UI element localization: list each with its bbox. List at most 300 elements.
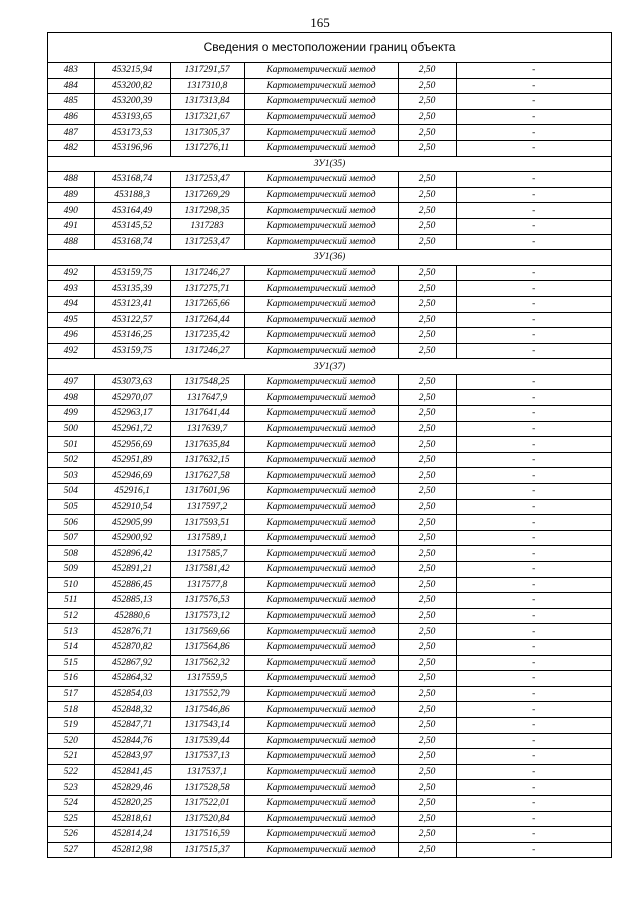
note-cell: - bbox=[456, 671, 611, 687]
x-coordinate-cell: 452891,21 bbox=[94, 562, 170, 578]
accuracy-cell: 2,50 bbox=[398, 218, 456, 234]
table-row bbox=[48, 702, 611, 718]
y-coordinate-cell: 1317235,42 bbox=[170, 328, 244, 344]
section-header-row bbox=[48, 359, 611, 375]
y-coordinate-cell: 1317265,66 bbox=[170, 296, 244, 312]
accuracy-cell: 2,50 bbox=[398, 109, 456, 125]
note-cell: - bbox=[456, 172, 611, 188]
accuracy-cell: 2,50 bbox=[398, 468, 456, 484]
table-row bbox=[48, 390, 611, 406]
y-coordinate-cell: 1317641,44 bbox=[170, 406, 244, 422]
point-number-cell: 522 bbox=[48, 764, 94, 780]
x-coordinate-cell: 452843,97 bbox=[94, 749, 170, 765]
method-cell: Картометрический метод bbox=[244, 218, 398, 234]
table-row bbox=[48, 452, 611, 468]
point-number-cell: 516 bbox=[48, 671, 94, 687]
x-coordinate-cell: 453168,74 bbox=[94, 234, 170, 250]
x-coordinate-cell: 453145,52 bbox=[94, 218, 170, 234]
method-cell: Картометрический метод bbox=[244, 374, 398, 390]
table-row bbox=[48, 234, 611, 250]
table-row bbox=[48, 140, 611, 156]
note-cell: - bbox=[456, 795, 611, 811]
table-row bbox=[48, 218, 611, 234]
point-number-cell: 485 bbox=[48, 94, 94, 110]
table-row bbox=[48, 811, 611, 827]
accuracy-cell: 2,50 bbox=[398, 795, 456, 811]
point-number-cell: 497 bbox=[48, 374, 94, 390]
point-number-cell: 525 bbox=[48, 811, 94, 827]
table-row bbox=[48, 109, 611, 125]
accuracy-cell: 2,50 bbox=[398, 203, 456, 219]
y-coordinate-cell: 1317577,8 bbox=[170, 577, 244, 593]
table-row bbox=[48, 655, 611, 671]
x-coordinate-cell: 452847,71 bbox=[94, 717, 170, 733]
method-cell: Картометрический метод bbox=[244, 764, 398, 780]
note-cell: - bbox=[456, 577, 611, 593]
method-cell: Картометрический метод bbox=[244, 546, 398, 562]
section-header-row bbox=[48, 250, 611, 266]
point-number-cell: 483 bbox=[48, 63, 94, 78]
x-coordinate-cell: 453159,75 bbox=[94, 343, 170, 359]
note-cell: - bbox=[456, 655, 611, 671]
y-coordinate-cell: 1317298,35 bbox=[170, 203, 244, 219]
method-cell: Картометрический метод bbox=[244, 421, 398, 437]
point-number-cell: 493 bbox=[48, 281, 94, 297]
x-coordinate-cell: 453135,39 bbox=[94, 281, 170, 297]
x-coordinate-cell: 452970,07 bbox=[94, 390, 170, 406]
point-number-cell: 512 bbox=[48, 608, 94, 624]
table-row bbox=[48, 328, 611, 344]
table-row bbox=[48, 343, 611, 359]
y-coordinate-cell: 1317305,37 bbox=[170, 125, 244, 141]
note-cell: - bbox=[456, 484, 611, 500]
accuracy-cell: 2,50 bbox=[398, 515, 456, 531]
note-cell: - bbox=[456, 842, 611, 857]
point-number-cell: 517 bbox=[48, 686, 94, 702]
section-label: ЗУ1(37) bbox=[48, 359, 611, 375]
y-coordinate-cell: 1317253,47 bbox=[170, 172, 244, 188]
method-cell: Картометрический метод bbox=[244, 795, 398, 811]
point-number-cell: 507 bbox=[48, 530, 94, 546]
y-coordinate-cell: 1317276,11 bbox=[170, 140, 244, 156]
note-cell: - bbox=[456, 593, 611, 609]
note-cell: - bbox=[456, 78, 611, 94]
note-cell: - bbox=[456, 717, 611, 733]
note-cell: - bbox=[456, 811, 611, 827]
point-number-cell: 486 bbox=[48, 109, 94, 125]
table-row bbox=[48, 187, 611, 203]
table-row bbox=[48, 515, 611, 531]
table-row bbox=[48, 499, 611, 515]
accuracy-cell: 2,50 bbox=[398, 234, 456, 250]
x-coordinate-cell: 452844,76 bbox=[94, 733, 170, 749]
accuracy-cell: 2,50 bbox=[398, 577, 456, 593]
x-coordinate-cell: 452886,45 bbox=[94, 577, 170, 593]
x-coordinate-cell: 452961,72 bbox=[94, 421, 170, 437]
point-number-cell: 496 bbox=[48, 328, 94, 344]
table-row bbox=[48, 437, 611, 453]
y-coordinate-cell: 1317593,51 bbox=[170, 515, 244, 531]
method-cell: Картометрический метод bbox=[244, 530, 398, 546]
page-number: 165 bbox=[310, 15, 330, 30]
note-cell: - bbox=[456, 234, 611, 250]
x-coordinate-cell: 453164,49 bbox=[94, 203, 170, 219]
y-coordinate-cell: 1317543,14 bbox=[170, 717, 244, 733]
method-cell: Картометрический метод bbox=[244, 187, 398, 203]
method-cell: Картометрический метод bbox=[244, 343, 398, 359]
point-number-cell: 501 bbox=[48, 437, 94, 453]
section-label: ЗУ1(36) bbox=[48, 250, 611, 266]
note-cell: - bbox=[456, 702, 611, 718]
table-row bbox=[48, 577, 611, 593]
y-coordinate-cell: 1317559,5 bbox=[170, 671, 244, 687]
note-cell: - bbox=[456, 437, 611, 453]
accuracy-cell: 2,50 bbox=[398, 546, 456, 562]
table-row bbox=[48, 593, 611, 609]
x-coordinate-cell: 452963,17 bbox=[94, 406, 170, 422]
table-row bbox=[48, 265, 611, 281]
accuracy-cell: 2,50 bbox=[398, 702, 456, 718]
point-number-cell: 492 bbox=[48, 265, 94, 281]
point-number-cell: 498 bbox=[48, 390, 94, 406]
table-row bbox=[48, 296, 611, 312]
y-coordinate-cell: 1317597,2 bbox=[170, 499, 244, 515]
y-coordinate-cell: 1317539,44 bbox=[170, 733, 244, 749]
table-row bbox=[48, 827, 611, 843]
accuracy-cell: 2,50 bbox=[398, 842, 456, 857]
accuracy-cell: 2,50 bbox=[398, 406, 456, 422]
y-coordinate-cell: 1317569,66 bbox=[170, 624, 244, 640]
accuracy-cell: 2,50 bbox=[398, 499, 456, 515]
method-cell: Картометрический метод bbox=[244, 203, 398, 219]
accuracy-cell: 2,50 bbox=[398, 593, 456, 609]
accuracy-cell: 2,50 bbox=[398, 78, 456, 94]
point-number-cell: 492 bbox=[48, 343, 94, 359]
accuracy-cell: 2,50 bbox=[398, 172, 456, 188]
method-cell: Картометрический метод bbox=[244, 281, 398, 297]
x-coordinate-cell: 453146,25 bbox=[94, 328, 170, 344]
x-coordinate-cell: 453193,65 bbox=[94, 109, 170, 125]
point-number-cell: 506 bbox=[48, 515, 94, 531]
y-coordinate-cell: 1317581,42 bbox=[170, 562, 244, 578]
point-number-cell: 513 bbox=[48, 624, 94, 640]
point-number-cell: 502 bbox=[48, 452, 94, 468]
note-cell: - bbox=[456, 686, 611, 702]
note-cell: - bbox=[456, 546, 611, 562]
y-coordinate-cell: 1317515,37 bbox=[170, 842, 244, 857]
accuracy-cell: 2,50 bbox=[398, 764, 456, 780]
coordinates-table-body bbox=[48, 63, 611, 857]
note-cell: - bbox=[456, 63, 611, 78]
y-coordinate-cell: 1317522,01 bbox=[170, 795, 244, 811]
table-row bbox=[48, 63, 611, 78]
note-cell: - bbox=[456, 499, 611, 515]
method-cell: Картометрический метод bbox=[244, 811, 398, 827]
method-cell: Картометрический метод bbox=[244, 515, 398, 531]
method-cell: Картометрический метод bbox=[244, 468, 398, 484]
method-cell: Картометрический метод bbox=[244, 94, 398, 110]
x-coordinate-cell: 452829,46 bbox=[94, 780, 170, 796]
point-number-cell: 500 bbox=[48, 421, 94, 437]
note-cell: - bbox=[456, 125, 611, 141]
point-number-cell: 489 bbox=[48, 187, 94, 203]
table-row bbox=[48, 406, 611, 422]
accuracy-cell: 2,50 bbox=[398, 265, 456, 281]
point-number-cell: 511 bbox=[48, 593, 94, 609]
table-row bbox=[48, 608, 611, 624]
note-cell: - bbox=[456, 390, 611, 406]
x-coordinate-cell: 452956,69 bbox=[94, 437, 170, 453]
method-cell: Картометрический метод bbox=[244, 780, 398, 796]
x-coordinate-cell: 452916,1 bbox=[94, 484, 170, 500]
point-number-cell: 520 bbox=[48, 733, 94, 749]
note-cell: - bbox=[456, 421, 611, 437]
accuracy-cell: 2,50 bbox=[398, 717, 456, 733]
note-cell: - bbox=[456, 639, 611, 655]
section-header-row bbox=[48, 156, 611, 172]
table-row bbox=[48, 94, 611, 110]
method-cell: Картометрический метод bbox=[244, 125, 398, 141]
accuracy-cell: 2,50 bbox=[398, 125, 456, 141]
note-cell: - bbox=[456, 218, 611, 234]
note-cell: - bbox=[456, 468, 611, 484]
accuracy-cell: 2,50 bbox=[398, 811, 456, 827]
y-coordinate-cell: 1317548,25 bbox=[170, 374, 244, 390]
note-cell: - bbox=[456, 265, 611, 281]
method-cell: Картометрический метод bbox=[244, 109, 398, 125]
point-number-cell: 490 bbox=[48, 203, 94, 219]
table-row bbox=[48, 484, 611, 500]
point-number-cell: 509 bbox=[48, 562, 94, 578]
method-cell: Картометрический метод bbox=[244, 390, 398, 406]
accuracy-cell: 2,50 bbox=[398, 452, 456, 468]
y-coordinate-cell: 1317528,58 bbox=[170, 780, 244, 796]
accuracy-cell: 2,50 bbox=[398, 655, 456, 671]
table-row bbox=[48, 172, 611, 188]
point-number-cell: 494 bbox=[48, 296, 94, 312]
table-row bbox=[48, 764, 611, 780]
method-cell: Картометрический метод bbox=[244, 63, 398, 78]
method-cell: Картометрический метод bbox=[244, 842, 398, 857]
point-number-cell: 508 bbox=[48, 546, 94, 562]
y-coordinate-cell: 1317313,84 bbox=[170, 94, 244, 110]
y-coordinate-cell: 1317585,7 bbox=[170, 546, 244, 562]
accuracy-cell: 2,50 bbox=[398, 328, 456, 344]
y-coordinate-cell: 1317647,9 bbox=[170, 390, 244, 406]
coordinates-table bbox=[48, 63, 611, 857]
table-row bbox=[48, 374, 611, 390]
x-coordinate-cell: 453122,57 bbox=[94, 312, 170, 328]
note-cell: - bbox=[456, 312, 611, 328]
point-number-cell: 487 bbox=[48, 125, 94, 141]
boundary-table-sheet bbox=[47, 32, 612, 858]
accuracy-cell: 2,50 bbox=[398, 296, 456, 312]
x-coordinate-cell: 452876,71 bbox=[94, 624, 170, 640]
point-number-cell: 505 bbox=[48, 499, 94, 515]
note-cell: - bbox=[456, 608, 611, 624]
method-cell: Картометрический метод bbox=[244, 265, 398, 281]
table-row bbox=[48, 795, 611, 811]
method-cell: Картометрический метод bbox=[244, 749, 398, 765]
method-cell: Картометрический метод bbox=[244, 577, 398, 593]
accuracy-cell: 2,50 bbox=[398, 639, 456, 655]
method-cell: Картометрический метод bbox=[244, 686, 398, 702]
x-coordinate-cell: 452896,42 bbox=[94, 546, 170, 562]
x-coordinate-cell: 452905,99 bbox=[94, 515, 170, 531]
method-cell: Картометрический метод bbox=[244, 140, 398, 156]
accuracy-cell: 2,50 bbox=[398, 187, 456, 203]
table-row bbox=[48, 749, 611, 765]
table-row bbox=[48, 530, 611, 546]
point-number-cell: 510 bbox=[48, 577, 94, 593]
table-row bbox=[48, 78, 611, 94]
table-row bbox=[48, 624, 611, 640]
x-coordinate-cell: 452951,89 bbox=[94, 452, 170, 468]
note-cell: - bbox=[456, 749, 611, 765]
method-cell: Картометрический метод bbox=[244, 328, 398, 344]
accuracy-cell: 2,50 bbox=[398, 780, 456, 796]
method-cell: Картометрический метод bbox=[244, 406, 398, 422]
method-cell: Картометрический метод bbox=[244, 296, 398, 312]
note-cell: - bbox=[456, 764, 611, 780]
method-cell: Картометрический метод bbox=[244, 639, 398, 655]
y-coordinate-cell: 1317537,1 bbox=[170, 764, 244, 780]
x-coordinate-cell: 452910,54 bbox=[94, 499, 170, 515]
method-cell: Картометрический метод bbox=[244, 624, 398, 640]
note-cell: - bbox=[456, 624, 611, 640]
x-coordinate-cell: 452812,98 bbox=[94, 842, 170, 857]
note-cell: - bbox=[456, 281, 611, 297]
table-row bbox=[48, 671, 611, 687]
note-cell: - bbox=[456, 515, 611, 531]
note-cell: - bbox=[456, 343, 611, 359]
method-cell: Картометрический метод bbox=[244, 78, 398, 94]
y-coordinate-cell: 1317639,7 bbox=[170, 421, 244, 437]
x-coordinate-cell: 452841,45 bbox=[94, 764, 170, 780]
accuracy-cell: 2,50 bbox=[398, 671, 456, 687]
method-cell: Картометрический метод bbox=[244, 312, 398, 328]
accuracy-cell: 2,50 bbox=[398, 94, 456, 110]
x-coordinate-cell: 452867,92 bbox=[94, 655, 170, 671]
x-coordinate-cell: 453200,39 bbox=[94, 94, 170, 110]
note-cell: - bbox=[456, 562, 611, 578]
note-cell: - bbox=[456, 187, 611, 203]
accuracy-cell: 2,50 bbox=[398, 827, 456, 843]
method-cell: Картометрический метод bbox=[244, 234, 398, 250]
point-number-cell: 524 bbox=[48, 795, 94, 811]
method-cell: Картометрический метод bbox=[244, 827, 398, 843]
table-row bbox=[48, 203, 611, 219]
table-row bbox=[48, 468, 611, 484]
y-coordinate-cell: 1317589,1 bbox=[170, 530, 244, 546]
x-coordinate-cell: 453123,41 bbox=[94, 296, 170, 312]
x-coordinate-cell: 452885,13 bbox=[94, 593, 170, 609]
accuracy-cell: 2,50 bbox=[398, 624, 456, 640]
accuracy-cell: 2,50 bbox=[398, 686, 456, 702]
note-cell: - bbox=[456, 827, 611, 843]
y-coordinate-cell: 1317562,32 bbox=[170, 655, 244, 671]
method-cell: Картометрический метод bbox=[244, 593, 398, 609]
x-coordinate-cell: 453168,74 bbox=[94, 172, 170, 188]
method-cell: Картометрический метод bbox=[244, 172, 398, 188]
y-coordinate-cell: 1317632,15 bbox=[170, 452, 244, 468]
accuracy-cell: 2,50 bbox=[398, 562, 456, 578]
accuracy-cell: 2,50 bbox=[398, 390, 456, 406]
accuracy-cell: 2,50 bbox=[398, 374, 456, 390]
accuracy-cell: 2,50 bbox=[398, 530, 456, 546]
x-coordinate-cell: 452864,32 bbox=[94, 671, 170, 687]
table-row bbox=[48, 686, 611, 702]
y-coordinate-cell: 1317310,8 bbox=[170, 78, 244, 94]
x-coordinate-cell: 453188,3 bbox=[94, 187, 170, 203]
y-coordinate-cell: 1317537,13 bbox=[170, 749, 244, 765]
x-coordinate-cell: 453215,94 bbox=[94, 63, 170, 78]
y-coordinate-cell: 1317264,44 bbox=[170, 312, 244, 328]
x-coordinate-cell: 452848,32 bbox=[94, 702, 170, 718]
y-coordinate-cell: 1317546,86 bbox=[170, 702, 244, 718]
method-cell: Картометрический метод bbox=[244, 499, 398, 515]
x-coordinate-cell: 452818,61 bbox=[94, 811, 170, 827]
table-row bbox=[48, 125, 611, 141]
point-number-cell: 482 bbox=[48, 140, 94, 156]
table-row bbox=[48, 281, 611, 297]
point-number-cell: 514 bbox=[48, 639, 94, 655]
accuracy-cell: 2,50 bbox=[398, 437, 456, 453]
point-number-cell: 521 bbox=[48, 749, 94, 765]
point-number-cell: 519 bbox=[48, 717, 94, 733]
y-coordinate-cell: 1317552,79 bbox=[170, 686, 244, 702]
note-cell: - bbox=[456, 328, 611, 344]
table-row bbox=[48, 842, 611, 857]
table-row bbox=[48, 546, 611, 562]
note-cell: - bbox=[456, 296, 611, 312]
accuracy-cell: 2,50 bbox=[398, 281, 456, 297]
y-coordinate-cell: 1317627,58 bbox=[170, 468, 244, 484]
table-row bbox=[48, 639, 611, 655]
note-cell: - bbox=[456, 140, 611, 156]
method-cell: Картометрический метод bbox=[244, 562, 398, 578]
note-cell: - bbox=[456, 780, 611, 796]
x-coordinate-cell: 452870,82 bbox=[94, 639, 170, 655]
y-coordinate-cell: 1317520,84 bbox=[170, 811, 244, 827]
table-row bbox=[48, 312, 611, 328]
accuracy-cell: 2,50 bbox=[398, 312, 456, 328]
method-cell: Картометрический метод bbox=[244, 608, 398, 624]
table-title: Сведения о местоположении границ объекта bbox=[48, 33, 611, 63]
x-coordinate-cell: 452820,25 bbox=[94, 795, 170, 811]
x-coordinate-cell: 452854,03 bbox=[94, 686, 170, 702]
point-number-cell: 523 bbox=[48, 780, 94, 796]
accuracy-cell: 2,50 bbox=[398, 749, 456, 765]
method-cell: Картометрический метод bbox=[244, 702, 398, 718]
note-cell: - bbox=[456, 452, 611, 468]
point-number-cell: 526 bbox=[48, 827, 94, 843]
x-coordinate-cell: 452880,6 bbox=[94, 608, 170, 624]
y-coordinate-cell: 1317516,59 bbox=[170, 827, 244, 843]
y-coordinate-cell: 1317246,27 bbox=[170, 265, 244, 281]
point-number-cell: 491 bbox=[48, 218, 94, 234]
table-row bbox=[48, 421, 611, 437]
x-coordinate-cell: 453173,53 bbox=[94, 125, 170, 141]
y-coordinate-cell: 1317253,47 bbox=[170, 234, 244, 250]
accuracy-cell: 2,50 bbox=[398, 343, 456, 359]
accuracy-cell: 2,50 bbox=[398, 608, 456, 624]
accuracy-cell: 2,50 bbox=[398, 484, 456, 500]
point-number-cell: 499 bbox=[48, 406, 94, 422]
y-coordinate-cell: 1317564,86 bbox=[170, 639, 244, 655]
point-number-cell: 488 bbox=[48, 234, 94, 250]
note-cell: - bbox=[456, 733, 611, 749]
